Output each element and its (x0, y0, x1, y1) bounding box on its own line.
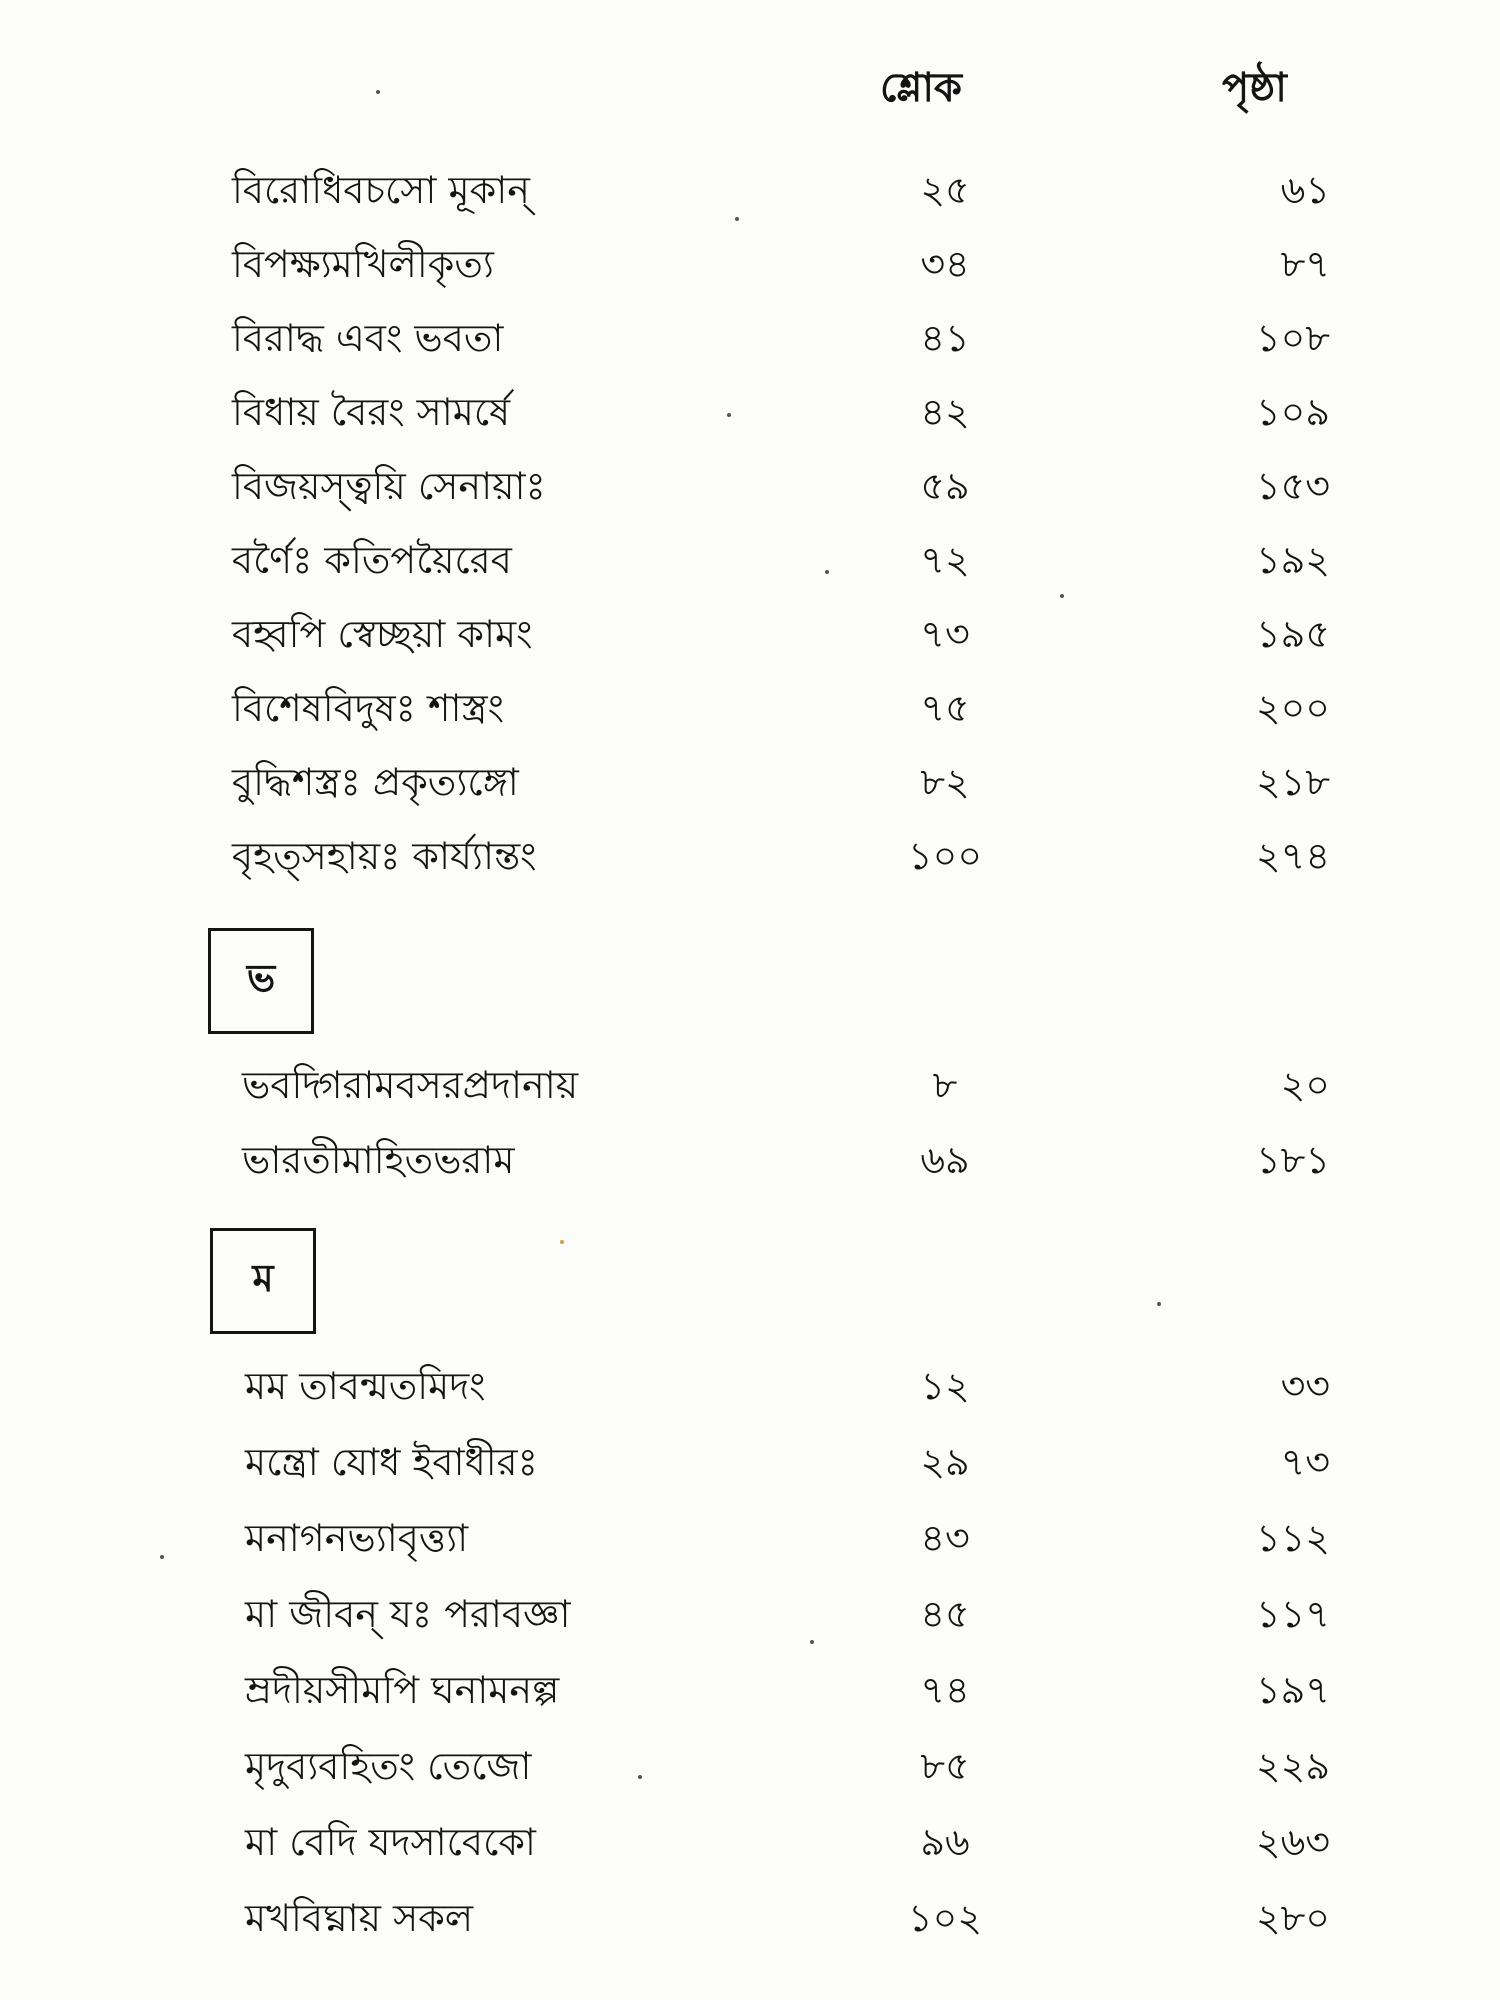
entry-shloka-number: ৯৬ (920, 1820, 970, 1864)
paper-speck (160, 1555, 164, 1559)
paper-speck (735, 217, 739, 221)
index-entry (0, 456, 1500, 516)
index-entry (0, 530, 1500, 590)
index-entry (0, 1584, 1500, 1644)
entry-shloka-number: ২৯ (920, 1440, 970, 1484)
entry-page-number: ১১৭ (1255, 1592, 1330, 1636)
entry-first-line: মনাগনভ্যাবৃত্ত্যা (245, 1516, 469, 1560)
entry-page-number: ১৯৫ (1256, 612, 1330, 656)
paper-speck (638, 1775, 642, 1779)
entry-shloka-number: ৭৩ (920, 612, 970, 656)
entry-first-line: ভবদ্গিরামবসরপ্রদানায় (242, 1063, 579, 1107)
index-entry (0, 1812, 1500, 1872)
paper-speck (810, 1640, 814, 1644)
entry-shloka-number: ৬৯ (920, 1138, 970, 1182)
entry-page-number: ১৯২ (1255, 538, 1330, 582)
entry-shloka-number: ৪৩ (920, 1516, 970, 1560)
index-entry (0, 826, 1500, 886)
entry-shloka-number: ৩৪ (920, 242, 970, 286)
index-entry (0, 308, 1500, 368)
index-entry (0, 1055, 1500, 1115)
entry-first-line: ম্রদীয়সীমপি ঘনামনল্প (245, 1668, 560, 1712)
entry-shloka-number: ৭৪ (920, 1668, 970, 1712)
index-entry (0, 1130, 1500, 1190)
entry-first-line: বিরোধিবচসো মূকান্ (232, 168, 530, 212)
entry-first-line: বিরাদ্ধ এবং ভবতা (232, 316, 504, 360)
entry-page-number: ২০ (1280, 1063, 1330, 1107)
index-entry (0, 1432, 1500, 1492)
page-column-header: পৃষ্ঠা (1222, 64, 1287, 111)
paper-speck (1060, 594, 1064, 598)
entry-page-number: ১০৯ (1255, 390, 1330, 434)
index-entry (0, 1508, 1500, 1568)
entry-page-number: ১৫৩ (1255, 464, 1330, 508)
entry-first-line: মা জীবন্ যঃ পরাবজ্ঞা (245, 1592, 571, 1636)
entry-shloka-number: ৮২ (920, 760, 970, 804)
paper-speck (727, 413, 731, 417)
paper-speck (1157, 1302, 1161, 1306)
entry-shloka-number: ৫৯ (920, 464, 970, 508)
index-entry (0, 604, 1500, 664)
entry-shloka-number: ৮ (932, 1063, 958, 1107)
paper-speck (376, 90, 380, 94)
entry-page-number: ১৯৭ (1255, 1668, 1330, 1712)
entry-shloka-number: ৭২ (920, 538, 970, 582)
entry-first-line: ভারতীমাহিতভরাম (242, 1138, 515, 1182)
entry-first-line: মম তাবন্মতমিদং (245, 1364, 486, 1408)
entry-shloka-number: ১২ (920, 1364, 970, 1408)
entry-first-line: বহ্বপি স্বেচ্ছয়া কামং (232, 612, 533, 656)
index-entry (0, 678, 1500, 738)
shloka-column-header: শ্লোক (880, 64, 962, 111)
entry-page-number: ৬১ (1280, 168, 1330, 212)
entry-page-number: ১৮১ (1256, 1138, 1330, 1182)
entry-first-line: বিধায় বৈরং সামর্ষে (232, 390, 511, 434)
entry-shloka-number: ২৫ (920, 168, 970, 212)
entry-shloka-number: ৪১ (920, 316, 970, 360)
entry-first-line: বর্ণৈঃ কতিপয়ৈরেব (232, 538, 512, 582)
entry-shloka-number: ৭৫ (920, 686, 970, 730)
index-entry (0, 1736, 1500, 1796)
entry-shloka-number: ১০২ (907, 1896, 983, 1940)
section-letter-box: ভ (208, 928, 314, 1034)
entry-page-number: ৩৩ (1280, 1364, 1330, 1408)
entry-first-line: বৃহত্সহায়ঃ কার্য্যান্তং (232, 834, 537, 878)
entry-first-line: বিপক্ষ্যমখিলীকৃত্য (232, 242, 494, 286)
entry-page-number: ২৭৪ (1255, 834, 1330, 878)
index-entry (0, 234, 1500, 294)
entry-page-number: ২৬৩ (1255, 1820, 1330, 1864)
entry-page-number: ২২৯ (1255, 1744, 1330, 1788)
entry-page-number: ৮৭ (1280, 242, 1330, 286)
entry-first-line: মন্ত্রো যোধ ইবাধীরঃ (245, 1440, 538, 1484)
paper-speck (560, 1240, 564, 1244)
entry-shloka-number: ৪২ (920, 390, 970, 434)
entry-page-number: ১১২ (1255, 1516, 1330, 1560)
entry-first-line: বিশেষবিদুষঃ শাস্ত্রং (232, 686, 505, 730)
entry-first-line: বিজয়স্ত্বয়ি সেনায়াঃ (232, 464, 546, 508)
entry-page-number: ২০০ (1255, 686, 1330, 730)
entry-shloka-number: ১০০ (907, 834, 983, 878)
entry-first-line: মা বেদি যদসাবেকো (245, 1820, 536, 1864)
entry-shloka-number: ৪৫ (920, 1592, 970, 1636)
entry-page-number: ২৮০ (1255, 1896, 1330, 1940)
index-entry (0, 752, 1500, 812)
index-entry (0, 160, 1500, 220)
index-entry (0, 1888, 1500, 1948)
entry-first-line: মৃদুব্যবহিতং তেজো (245, 1744, 532, 1788)
entry-page-number: ২১৮ (1255, 760, 1330, 804)
entry-page-number: ১০৮ (1255, 316, 1330, 360)
entry-first-line: বুদ্ধিশস্ত্রঃ প্রকৃত্যঙ্গো (232, 760, 519, 804)
index-entry (0, 1356, 1500, 1416)
entry-page-number: ৭৩ (1280, 1440, 1330, 1484)
index-entry (0, 382, 1500, 442)
index-entry (0, 1660, 1500, 1720)
entry-shloka-number: ৮৫ (920, 1744, 970, 1788)
section-letter-box: ম (210, 1228, 316, 1334)
paper-speck (825, 570, 829, 574)
entry-first-line: মখবিঘ্নায় সকল (245, 1896, 474, 1940)
